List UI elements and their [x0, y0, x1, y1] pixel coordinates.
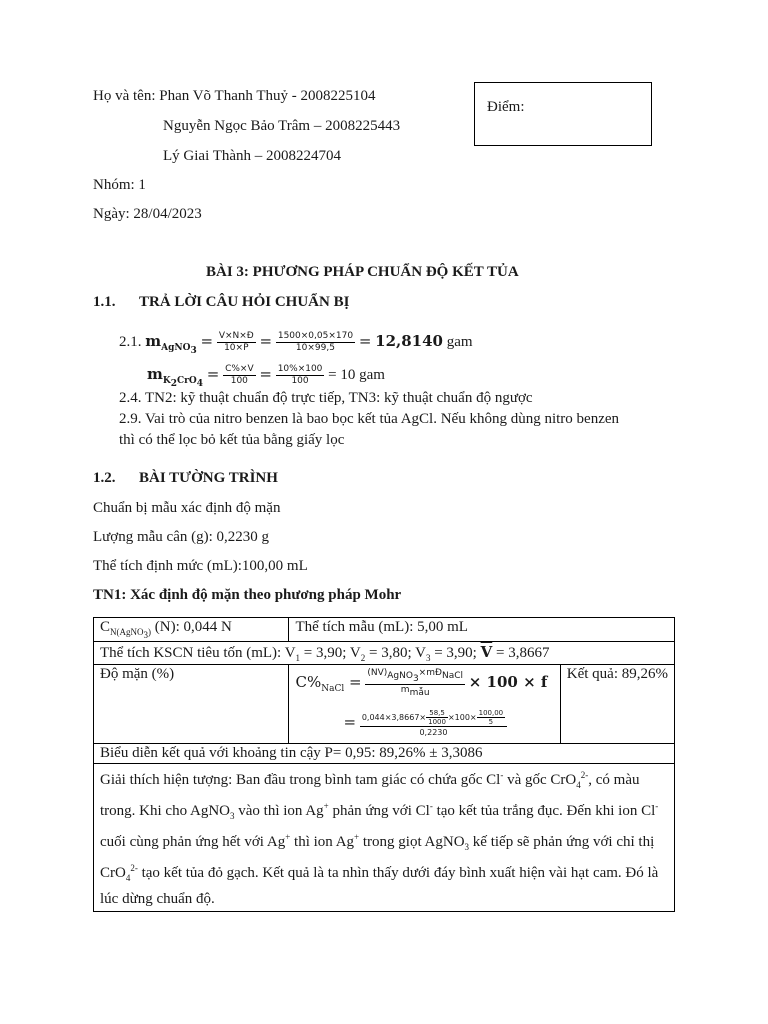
student-line-1	[93, 88, 375, 105]
concentration-cell: $C_{N(AgNO_3)}$ (N): 0,044 N	[94, 618, 289, 642]
name-label: Họ và tên:	[93, 88, 156, 104]
answer-k2cro4: $m_{K_2CrO_4}$ = $\frac{C\%\times V}{100}$ = $\frac{10\%\times 100}{100}$ = 10 gam	[147, 364, 385, 389]
answer-2-9-line-1: 2.9. Vai trò của nitro benzen là bao bọc kết tủa AgCl. Nếu không dùng nitro benzen	[119, 411, 620, 427]
fraction: $\frac{10\%\times 100}{100}$	[277, 364, 323, 386]
score-box	[474, 82, 652, 146]
group-line: Nhóm: 1	[93, 177, 146, 193]
member-1: Phan Võ Thanh Thuỷ - 2008225104	[159, 88, 376, 104]
section-1-2-heading: BÀI TƯỜNG TRÌNH	[139, 470, 278, 486]
answer-2-9-line-2: thì có thể lọc bỏ kết tủa bằng giấy lọc	[119, 432, 345, 448]
section-1-1-num: 1.1.	[93, 294, 116, 310]
fraction: $\frac{1500\times 0,05\times 170}{10\times 99,5}$	[277, 331, 354, 353]
section-1-2-num: 1.2.	[93, 470, 116, 486]
explanation-cell: Giải thích hiện tượng: Ban đầu trong bình tam giác có chứa gốc Cl- và gốc CrO$_4^{2-}$, có màu trong. Khi cho AgNO$_3$ vào thì ion Ag+ phản ứng với Cl- tạo kết tủa trắng đục. Đến khi ion Cl- cuối cùng phản ứng hết với Ag+ thì ion Ag+ trong giọt AgNO$_3$ kế tiếp sẽ phản ứng với chỉ thị CrO$_4^{2-}$ tạo kết tủa đỏ gạch. Kết quả là ta nhìn thấy dưới đáy bình xuất hiện vài hạt cam. Đó là lúc dừng chuẩn độ.	[94, 763, 675, 911]
section-1-1-heading: TRẢ LỜI CÂU HỎI CHUẨN BỊ	[139, 294, 350, 310]
table-row	[94, 641, 675, 664]
salinity-label: Độ mặn (%)	[94, 664, 289, 743]
fraction: $\frac{V\times N\times Đ}{10\times P}$	[218, 331, 254, 353]
report-volume: Thể tích định mức (mL):100,00 mL	[93, 558, 308, 574]
score-label: Điểm:	[487, 99, 525, 115]
table-row	[94, 664, 675, 743]
tn1-heading: TN1: Xác định độ mặn theo phương pháp Mohr	[93, 587, 402, 603]
result-cell: Kết quả: 89,26%	[560, 664, 674, 743]
kscn-cell: Thể tích KSCN tiêu tốn (mL): $V_1 = 3,90$; $V_2 = 3,80$; $V_3 = 3,90$; $\overline{V} = 3,8667$	[94, 641, 675, 664]
answer-2-4: 2.4. TN2: kỹ thuật chuẩn độ trực tiếp, TN3: kỹ thuật chuẩn độ ngược	[119, 390, 533, 406]
fraction: $\frac{C\%\times V}{100}$	[225, 364, 254, 386]
salinity-formula-cell: $C\%_{NaCl}$ = $\frac{(NV)_{AgNO_3}\times mĐ_{NaCl}}{m_{mẫu}}$ × 100 × f = 0,044×3,8667× $\frac{58,5}{1000}$ ×100× $\frac{100,00}{5}$ 0,2230	[289, 664, 560, 743]
member-2: Nguyễn Ngọc Bảo Trâm – 2008225443	[163, 118, 401, 134]
page-title: BÀI 3: PHƯƠNG PHÁP CHUẨN ĐỘ KẾT TỦA	[206, 264, 519, 280]
formula-mass-agno3: $m_{AgNO_3}$	[145, 331, 197, 356]
answer-2-1: 2.1. $m_{AgNO_3}$ = $\frac{V\times N\times Đ}{10\times P}$ = $\frac{1500\times 0,05\times 170}{10\times 99,5}$ = 12,8140 gam	[119, 331, 473, 356]
tn1-table	[93, 617, 675, 912]
date-line: Ngày: 28/04/2023	[93, 206, 202, 222]
sample-volume-cell: Thể tích mẫu (mL): 5,00 mL	[289, 618, 675, 642]
report-prep: Chuẩn bị mẫu xác định độ mặn	[93, 500, 281, 516]
report-mass: Lượng mẫu cân (g): 0,2230 g	[93, 529, 270, 545]
formula-mass-k2cro4: $m_{K_2CrO_4}$	[147, 364, 203, 389]
confidence-cell: Biểu diễn kết quả với khoảng tin cậy P= 0,95: 89,26% ± 3,3086	[94, 743, 675, 763]
table-row	[94, 743, 675, 763]
table-row	[94, 763, 675, 911]
result-value: 12,8140	[375, 331, 443, 350]
table-row	[94, 618, 675, 642]
member-3: Lý Giai Thành – 2008224704	[163, 148, 342, 164]
